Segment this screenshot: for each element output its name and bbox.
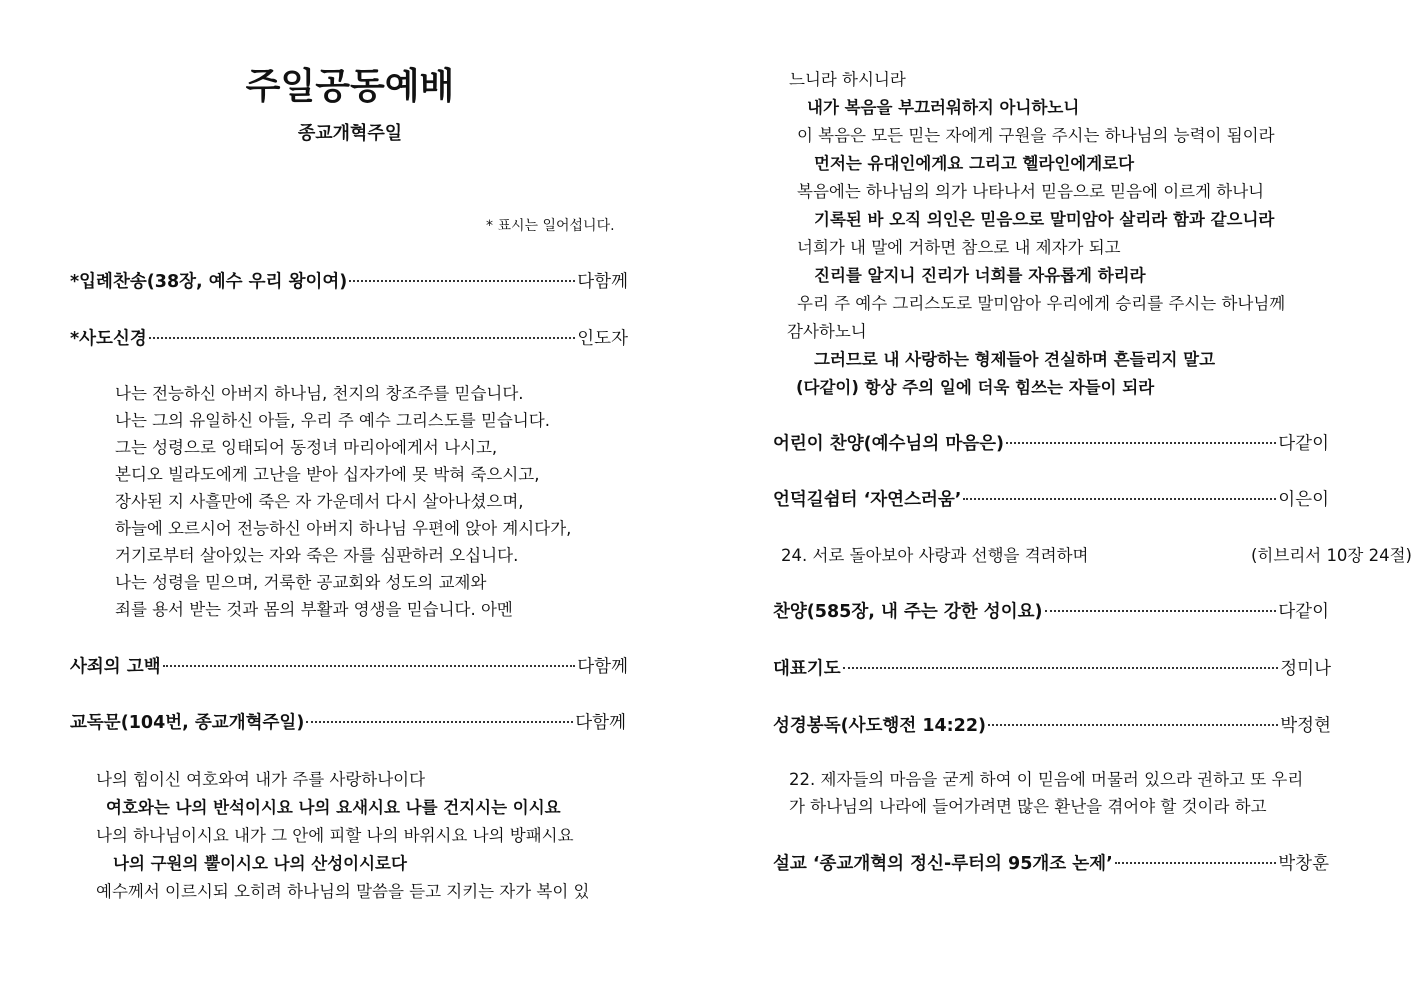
dot-leader	[1115, 862, 1277, 864]
order-item-confession	[70, 655, 628, 679]
dot-leader	[163, 665, 576, 667]
item-leader: 인도자	[577, 329, 628, 349]
dot-leader	[1045, 610, 1277, 612]
dot-leader	[843, 667, 1279, 669]
verse-text: 24. 서로 돌아보아 사랑과 선행을 격려하며	[781, 546, 1089, 565]
item-label: 성경봉독(사도행전 14:22)	[773, 716, 987, 736]
item-label: 찬양(585장, 내 주는 강한 성이요)	[773, 602, 1043, 622]
item-leader: 다같이	[1278, 434, 1329, 454]
responsive-line-congregation: 내가 복음을 부끄러워하지 아니하노니	[807, 98, 1080, 117]
item-leader: 다같이	[1278, 602, 1329, 622]
item-leader: 다함께	[577, 272, 628, 292]
item-label: 대표기도	[773, 659, 841, 679]
hill-rest-verse	[781, 545, 1412, 567]
creed-line: 장사된 지 사흘만에 죽은 자 가운데서 다시 살아나셨으며,	[115, 492, 524, 511]
left-page	[0, 0, 701, 992]
responsive-line-congregation: 기록된 바 오직 의인은 믿음으로 말미암아 살리라 함과 같으니라	[814, 210, 1275, 229]
creed-line: 거기로부터 살아있는 자와 죽은 자를 심판하러 오십니다.	[115, 546, 519, 565]
creed-line: 나는 그의 유일하신 아들, 우리 주 예수 그리스도를 믿습니다.	[115, 411, 550, 430]
creed-line: 본디오 빌라도에게 고난을 받아 십자가에 못 박혀 죽으시고,	[115, 465, 540, 484]
responsive-line-leader: 예수께서 이르시되 오히려 하나님의 말씀을 듣고 지키는 자가 복이 있	[96, 882, 590, 901]
responsive-line-leader: 나의 하나님이시요 내가 그 안에 피할 나의 바위시요 나의 방패시요	[96, 826, 574, 845]
responsive-line-congregation: 먼저는 유대인에게요 그리고 헬라인에게로다	[814, 154, 1135, 173]
responsive-line-congregation: 그러므로 내 사랑하는 형제들아 견실하며 흔들리지 말고	[814, 350, 1216, 369]
responsive-line-all: (다같이) 항상 주의 일에 더욱 힘쓰는 자들이 되라	[796, 378, 1155, 397]
responsive-line-congregation: 나의 구원의 뿔이시오 나의 산성이시로다	[113, 854, 407, 873]
creed-line: 나는 전능하신 아버지 하나님, 천지의 창조주를 믿습니다.	[115, 384, 524, 403]
creed-line: 그는 성령으로 잉태되어 동정녀 마리아에게서 나시고,	[115, 438, 498, 457]
dot-leader	[963, 498, 1276, 500]
order-item-sermon	[773, 852, 1329, 876]
standing-mark: *	[70, 329, 80, 349]
order-item-scripture	[773, 714, 1331, 738]
item-label: 사도신경	[79, 329, 147, 349]
creed-line: 죄를 용서 받는 것과 몸의 부활과 영생을 믿습니다. 아멘	[115, 600, 513, 619]
creed-line: 하늘에 오르시어 전능하신 아버지 하나님 우편에 앉아 계시다가,	[115, 519, 572, 538]
order-item-responsive-reading	[70, 711, 626, 735]
dot-leader	[1006, 442, 1276, 444]
item-leader: 다함께	[575, 713, 626, 733]
responsive-line-leader: 복음에는 하나님의 의가 나타나서 믿음으로 믿음에 이르게 하나니	[797, 182, 1265, 201]
item-label: 사죄의 고백	[70, 657, 161, 677]
standing-note: * 표시는 일어섭니다.	[486, 218, 615, 234]
order-item-prayer	[773, 657, 1331, 681]
item-label: 어린이 찬양(예수님의 마음은)	[773, 434, 1005, 454]
dot-leader	[349, 280, 575, 282]
item-label: 교독문(104번, 종교개혁주일)	[70, 713, 305, 733]
scripture-line: 가 하나님의 나라에 들어가려면 많은 환난을 겪어야 할 것이라 하고	[789, 797, 1267, 816]
responsive-line-leader: 감사하노니	[787, 322, 867, 341]
verse-reference: (히브리서 10장 24절)	[1251, 546, 1412, 565]
order-item-call-to-worship	[70, 270, 628, 294]
scripture-line: 22. 제자들의 마음을 굳게 하여 이 믿음에 머물러 있으라 권하고 또 우리	[789, 770, 1304, 789]
item-leader: 다함께	[577, 657, 628, 677]
order-item-hill-rest	[773, 488, 1329, 512]
standing-mark: *	[70, 272, 80, 292]
responsive-line-leader: 이 복음은 모든 믿는 자에게 구원을 주시는 하나님의 능력이 됨이라	[797, 126, 1275, 145]
item-leader: 박창훈	[1278, 854, 1329, 874]
responsive-line-leader: 너희가 내 말에 거하면 참으로 내 제자가 되고	[797, 238, 1121, 257]
responsive-line-leader: 나의 힘이신 여호와여 내가 주를 사랑하나이다	[96, 770, 426, 789]
right-page	[701, 0, 1412, 992]
dot-leader	[306, 721, 573, 723]
item-leader: 정미나	[1280, 659, 1331, 679]
dot-leader	[149, 337, 576, 339]
dot-leader	[988, 724, 1278, 726]
item-label: 설교 ‘종교개혁의 정신-루터의 95개조 논제’	[773, 854, 1113, 874]
item-label: 언덕길쉼터 ‘자연스러움’	[773, 490, 962, 510]
responsive-line-leader: 우리 주 예수 그리스도로 말미암아 우리에게 승리를 주시는 하나님께	[797, 294, 1286, 313]
order-item-creed	[70, 327, 628, 351]
responsive-line-congregation: 진리를 알지니 진리가 너희를 자유롭게 하리라	[814, 266, 1146, 285]
order-item-children-praise	[773, 432, 1329, 456]
page-title: 주일공동예배	[245, 65, 455, 107]
order-item-praise	[773, 600, 1329, 624]
page-subtitle: 종교개혁주일	[297, 123, 403, 144]
item-leader: 박정현	[1280, 716, 1331, 736]
responsive-line-leader: 느니라 하시니라	[789, 70, 906, 89]
creed-line: 나는 성령을 믿으며, 거룩한 공교회와 성도의 교제와	[115, 573, 487, 592]
item-leader: 이은이	[1278, 490, 1329, 510]
responsive-line-congregation: 여호와는 나의 반석이시요 나의 요새시요 나를 건지시는 이시요	[106, 798, 561, 817]
item-label: 입례찬송(38장, 예수 우리 왕이여)	[79, 272, 348, 292]
